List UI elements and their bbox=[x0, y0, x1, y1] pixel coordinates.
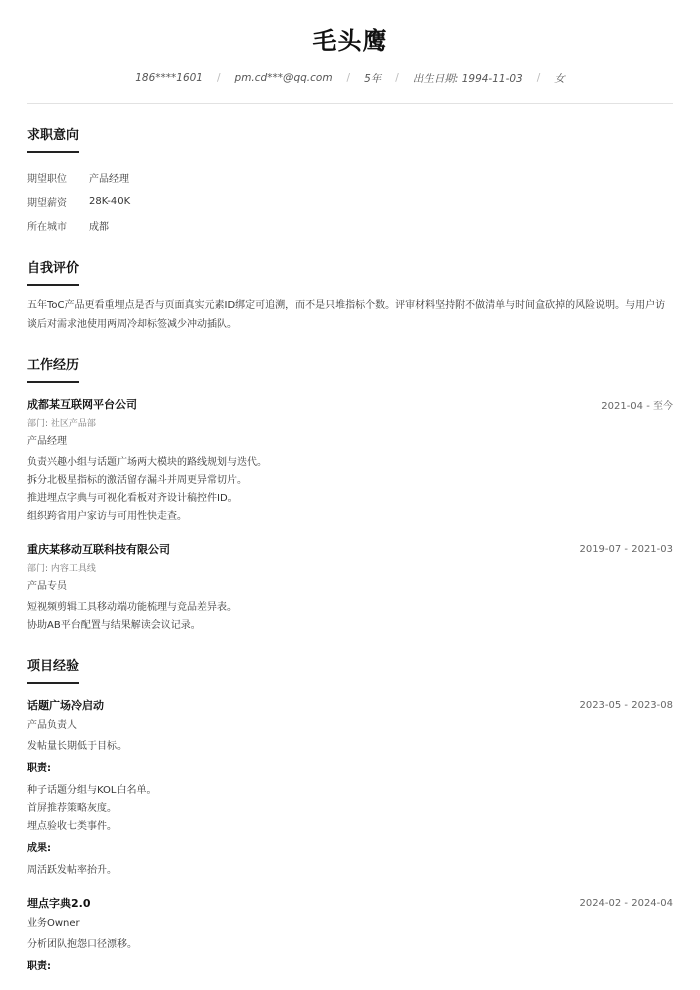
duty-line: 首屏推荐策略灰度。 bbox=[27, 803, 117, 814]
project-entry bbox=[27, 894, 673, 976]
contact-separator: / bbox=[395, 72, 399, 84]
header-divider bbox=[27, 103, 673, 104]
project-date: 2023-05 - 2023-08 bbox=[579, 699, 673, 711]
intent-key: 期望薪资 bbox=[27, 197, 67, 209]
project-entry bbox=[27, 696, 673, 880]
years-experience: 5年 bbox=[364, 72, 382, 85]
intent-value: 产品经理 bbox=[89, 173, 129, 185]
project-name: 埋点字典2.0 bbox=[27, 897, 91, 910]
intent-key: 期望职位 bbox=[27, 173, 67, 185]
candidate-name: 毛头鹰 bbox=[312, 27, 388, 55]
duty-label: 职责: bbox=[27, 961, 51, 972]
intent-value: 成都 bbox=[89, 221, 109, 233]
project-experience-section bbox=[27, 655, 673, 976]
work-line: 短视频剪辑工具移动端功能梳理与竞品差异表。 bbox=[27, 602, 237, 613]
project-role: 产品负责人 bbox=[27, 720, 77, 731]
self-evaluation-section bbox=[27, 257, 673, 334]
gender: 女 bbox=[554, 72, 565, 85]
section-title: 求职意向 bbox=[27, 128, 79, 153]
duty-label: 职责: bbox=[27, 763, 51, 774]
section-title: 工作经历 bbox=[27, 358, 79, 383]
department: 部门: 社区产品部 bbox=[27, 419, 96, 429]
department: 部门: 内容工具线 bbox=[27, 564, 96, 574]
job-intent-section bbox=[27, 124, 673, 237]
email-address: pm.cd***@qq.com bbox=[234, 72, 333, 84]
work-date: 2019-07 - 2021-03 bbox=[579, 543, 673, 555]
work-experience-section bbox=[27, 354, 673, 635]
work-date: 2021-04 - 至今 bbox=[601, 400, 673, 412]
contact-separator: / bbox=[216, 72, 221, 84]
work-entry bbox=[27, 540, 673, 635]
work-line: 负责兴趣小组与话题广场两大模块的路线规划与迭代。 bbox=[27, 457, 267, 468]
work-line: 拆分北极星指标的激活留存漏斗并周更异常切片。 bbox=[27, 475, 247, 486]
project-role: 业务Owner bbox=[27, 918, 80, 929]
self-evaluation-text: 五年ToC产品更看重埋点是否与页面真实元素ID绑定可追溯，而不是只堆指标个数。评审材料坚持附不做清单与时间盒砍掉的风险说明。与用户访谈后对需求池使用两周冷却标签减少冲动插队。 bbox=[27, 300, 666, 330]
job-role: 产品专员 bbox=[27, 581, 67, 592]
result-label: 成果: bbox=[27, 843, 51, 854]
job-role: 产品经理 bbox=[27, 436, 67, 447]
duty-line: 埋点验收七类事件。 bbox=[27, 821, 117, 832]
duty-line: 种子话题分组与KOL白名单。 bbox=[27, 785, 157, 796]
phone-number: 186****1601 bbox=[135, 72, 203, 84]
birth-date: 出生日期: 1994-11-03 bbox=[412, 72, 523, 85]
section-title: 自我评价 bbox=[27, 261, 79, 286]
project-date: 2024-02 - 2024-04 bbox=[579, 897, 673, 909]
intent-row bbox=[27, 189, 673, 213]
company-name: 成都某互联网平台公司 bbox=[27, 398, 137, 411]
intent-row bbox=[27, 165, 673, 189]
result-line: 周活跃发帖率抬升。 bbox=[27, 865, 117, 876]
intent-key: 所在城市 bbox=[27, 221, 67, 233]
company-name: 重庆某移动互联科技有限公司 bbox=[27, 543, 170, 556]
work-line: 组织跨省用户家访与可用性快走查。 bbox=[27, 511, 187, 522]
work-entry bbox=[27, 395, 673, 526]
contact-separator: / bbox=[346, 72, 351, 84]
section-title: 项目经验 bbox=[27, 659, 79, 684]
contact-bar bbox=[27, 66, 673, 90]
project-name: 话题广场冷启动 bbox=[27, 699, 104, 712]
intent-value: 28K-40K bbox=[89, 195, 131, 207]
intent-row bbox=[27, 213, 673, 237]
work-line: 推进埋点字典与可视化看板对齐设计稿控件ID。 bbox=[27, 493, 238, 504]
project-desc: 发帖量长期低于目标。 bbox=[27, 741, 127, 752]
work-line: 协助AB平台配置与结果解读会议记录。 bbox=[27, 620, 201, 631]
project-desc: 分析团队抱怨口径漂移。 bbox=[27, 939, 137, 950]
contact-separator: / bbox=[536, 72, 541, 84]
